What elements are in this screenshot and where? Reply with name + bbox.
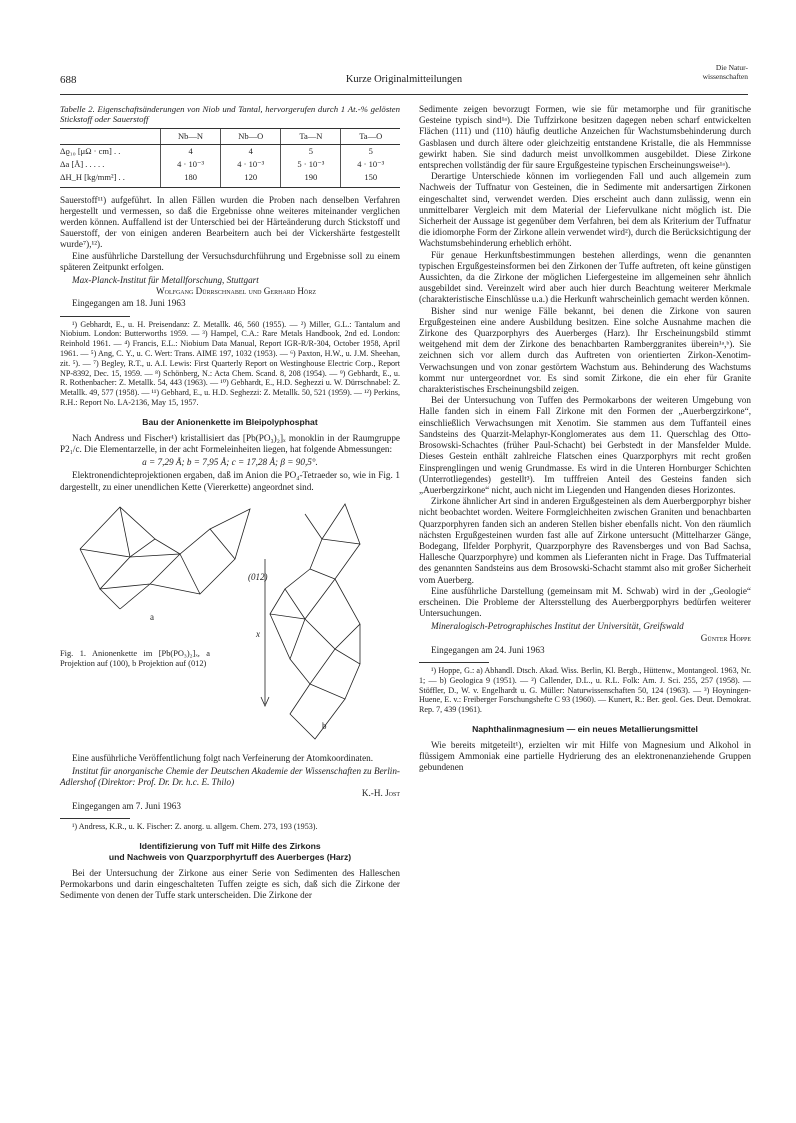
table-cell: 180	[161, 171, 221, 187]
figure-1	[60, 499, 400, 749]
table-header-cell: Ta—N	[281, 128, 341, 144]
paragraph: Derartige Unterschiede können im vorliegenden Fall und auch allgemein zum Nachweis der Tuffnatur von Gesteinen, die in Sedimente mit andersartigen Zirkonen eingeschaltet sind, verwendet werden. Dies erscheint auch dann zulässig, wenn ein unmittelbarer Vergleich mit dem Material der Liefervulkane nicht möglich ist. Die Sicherheit der Aussage ist gegenüber dem Verfahren, bei dem als Kriterium der Tuffnatur die idiomorphe Form der Zirkone allein verwendet wird²), durch die Berücksichtigung der Wachstumsbehinderung erheblich erhöht.	[419, 171, 751, 249]
right-column	[419, 104, 751, 774]
table-cell: 5 · 10⁻³	[281, 158, 341, 171]
paragraph: Sedimente zeigen bevorzugt Formen, wie sie für metamorphe und für granitische Gesteine typisch sind¹ᵃ). Die Tuffzirkone besitzen dagegen neben scharf entwickelten Flächen (111) und (110) häufig deutliche Anzeichen für Wachstumsbehinderung durch Gasblasen und durch ältere oder gleichzeitig entstandene Kristalle, die als Hemmnisse gewirkt haben. Sie sind dadurch meist unvollkommen ausgebildet. Diese Zirkone entsprechen vollständig der für saure Ergußgesteine typischen Erscheinungsweise¹ᵃ).	[419, 104, 751, 171]
table-cell: 4	[161, 145, 221, 159]
fig-label-b: b	[322, 720, 327, 731]
anion-chain-diagram	[60, 499, 400, 749]
table-row	[60, 158, 400, 171]
paragraph: Zirkone ähnlicher Art sind in anderen Ergußgesteinen als dem Auerbergporphyr bisher nicht beobachtet worden. Weitere Formgleichheiten zwischen Graniten und benachbarten Quarzporphyren fanden sich an anderen Stellen bisher ebenfalls nicht. Von den räumlich nächsten Ergußgesteinen wurden fast alle auf Zirkone untersucht (Mittelharzer Gänge, Bodegang, Ilfelder Porphyrit, Quarzporphyre des Ravensberges und von Bad Sachsa, Hallesche Quarzporphyre) und kommen als Lieferanten nicht in Frage. Das Tuffmaterial des genannten Sandsteins aus dem Brosowski-Schacht stammt also mit großer Sicherheit vom Auerberg.	[419, 496, 751, 585]
table-cell: Δa [Å] . . . . .	[60, 159, 105, 170]
references-rule	[60, 818, 130, 819]
reference-list: ¹) Andress, K.R., u. K. Fischer: Z. anorg. u. allgem. Chem. 273, 193 (1953).	[72, 821, 318, 831]
table-header-cell	[60, 128, 161, 144]
properties-table	[60, 128, 400, 188]
running-title: Kurze Originalmitteilungen	[345, 74, 463, 85]
table-cell: ΔH_H [kg/mm²] . .	[60, 171, 161, 187]
table-cell: 5	[341, 145, 400, 159]
table-caption: Tabelle 2. Eigenschaftsänderungen von Niob und Tantal, hervorgerufen durch 1 At.-% gelösten Stickstoff oder Sauerstoff	[60, 104, 400, 125]
received-date: Eingegangen am 18. Juni 1963	[72, 298, 186, 309]
article-title: Bau der Anionenkette im Bleipolyphosphat	[142, 416, 318, 427]
references	[60, 320, 400, 408]
table-cell: 4 · 10⁻³	[161, 158, 221, 171]
paragraph: Elektronendichteprojektionen ergaben, daß im Anion die PO₄-Tetraeder so, wie in Fig. 1 dargestellt, zu einer unendlichen Kette (Viererkette) angeordnet sind.	[60, 470, 400, 492]
received-date: Eingegangen am 7. Juni 1963	[72, 800, 181, 811]
paragraph: Sauerstoff¹¹) aufgeführt. In allen Fällen wurden die Proben nach denselben Verfahren hergestellt und vermessen, so daß die Ergebnisse ohne weiteres miteinander verglichen werden können. Auffallend ist der Unterschied bei der Härteänderung durch Stickstoff und Sauerstoff, der von einigen anderen Bearbeitern auch bei der Vickershärte festgestellt wurde⁷),¹²).	[60, 194, 400, 250]
table-cell: 4 · 10⁻³	[221, 158, 281, 171]
paragraph: Bei der Untersuchung der Zirkone aus einer Serie von Sedimenten des Halleschen Permokarbons und darin eingeschalteten Tuffen zeigte es sich, daß sich die Zirkone der Sedimente von denen der Tuffe stark unterscheiden. Die Zirkone der	[60, 867, 400, 901]
references-rule	[60, 316, 130, 317]
paragraph: Nach Andress und Fischer¹) kristallisiert das [Pb(PO₃)₂]ₓ monoklin in der Raumgruppe P2₁/c. Die Elementarzelle, in der acht Formeleinheiten liegen, hat folgende Abmessungen:	[60, 432, 400, 455]
table-cell: 5	[281, 145, 341, 159]
journal-tag-line-2: wissenschaften	[702, 71, 748, 81]
cell-dimensions: a = 7,29 Å; b = 7,95 Å; c = 17,28 Å; β = 90,5°.	[142, 457, 318, 468]
table-header-cell: Nb—O	[221, 128, 281, 144]
page-number: 688	[60, 74, 77, 86]
table-cell: 190	[281, 171, 341, 187]
table-cell: Δϱ₁₀ [μΩ · cm] . .	[60, 146, 121, 157]
references-rule	[419, 662, 489, 663]
article-title	[60, 841, 400, 863]
author: K.-H. Jost	[361, 788, 400, 799]
journal-tag	[703, 64, 748, 81]
article-title-line-1: Identifizierung von Tuff mit Hilfe des Zirkons	[139, 840, 321, 851]
references	[419, 666, 751, 715]
author: Günter Hoppe	[700, 632, 751, 643]
journal-tag-line-1: Die Natur-	[715, 63, 748, 72]
table-cell: 4 · 10⁻³	[341, 158, 400, 171]
left-column	[60, 104, 400, 901]
table-row	[60, 171, 400, 187]
page-header	[60, 63, 748, 95]
table-header-cell: Ta—O	[341, 128, 400, 144]
authors: Wolfgang Dürrschnabel und Gerhard Hörz	[155, 286, 317, 297]
reference-list: ¹) Gebhardt, E., u. H. Preisendanz: Z. Metallk. 46, 560 (1955). — ²) Miller, G.L.: Tantalum and Niobium. London: Butterworths 1959. — ³) Hampel, C.A.: Rare Metals Handbook, 2nd ed. London: Reinhold 1961. — ⁴) Francis, E.L.: Niobium Data Manual, Report IGR-R/R-304, October 1958, April 1961. — ⁵) Ang, C. Y., u. C. Wert: Trans. AIME 197, 1032 (1953). — ⁶) Paxton, H.W., u. J.M. Sheehan, zit. ⁵). — ⁷) Begley, R.T., u. A.I. Lewis: First Quarterly Report on Westinghouse Electric Corp., Report NP-8392, Dec. 15, 1959. — ⁸) Schönberg, N.: Acta Chem. Scand. 8, 208 (1954). — ⁹) Gebhardt, E., u. R. Rothenbacher: Z. Metallk. 54, 443 (1963). — ¹⁰) Gebhardt, E., H.D. Seghezzi u. W. Dürrschnabel: Z. Metallk. 49, 577 (1958). — ¹¹) Gebhard, E., u. H.D. Seghezzi: Z. Metallk. 50, 521 (1959). — ¹²) Perkins, R.H.: Report No. LA-2136, May 15, 1957.	[60, 319, 400, 408]
fig-label-a: a	[150, 611, 154, 622]
table-row	[60, 145, 400, 159]
paragraph: Eine ausführliche Veröffentlichung folgt nach Verfeinerung der Atomkoordinaten.	[72, 752, 374, 763]
article-title: Naphthalinmagnesium — ein neues Metallierungsmittel	[472, 723, 698, 734]
table-header-row	[60, 128, 400, 144]
paragraph: Für genaue Herkunftsbestimmungen bestehen allerdings, wenn die genannten typischen Ergußgesteinsformen bei den Zirkonen der Tuffe auftreten, oft keine günstigen Aussichten, da die Zirkone der möglichen Liefergesteine im allgemeinen sehr ähnlich ausgebildet sind. Vereinzelt wird aber auch hier durch Beachtung weiterer Merkmale (charakteristische Einschlüsse u.a.) die Herkunft wahrscheinlich gemacht werden können.	[419, 249, 751, 305]
table-cell: 150	[341, 171, 400, 187]
paragraph: Bisher sind nur wenige Fälle bekannt, bei denen die Zirkone von sauren Ergußgesteinen eine andere Ausbildung besitzen. Eine solche Ausnahme machen die Zirkone des Quarzporphyrs des Auerberges (Harz). Ihr Erscheinungsbild stimmt weitgehend mit dem der Zirkone des benachbarten Ramberggranites überein¹ᵃ,ᵇ). Sie zeichnen sich vor allem durch das Auftreten von orientierten Zirkon-Xenotim-Verwachsungen und von zonar gestörtem Wachstum aus. Behinderung des Wachstums kommt nur untergeordnet vor. Es sind somit Zirkone, die ein eher für Granite charakteristisches Erscheinungsbild zeigen.	[419, 305, 751, 395]
fig-label-x: x	[256, 628, 260, 639]
institute: Institut für anorganische Chemie der Deutschen Akademie der Wissenschaften zu Berlin-Adlershof (Direktor: Prof. Dr. Dr. h.c. E. Thilo)	[60, 766, 400, 788]
paragraph: Bei der Untersuchung von Tuffen des Permokarbons der weiteren Umgebung von Halle fanden sich in einem Fall Zirkone mit den Formen der „Auerbergzirkone“, einschließlich Verwachsungen mit Xenotim. Sie stammen aus dem Tuffanteil eines Sandsteins des Quarzit-Melaphyr-Konglomerates aus dem 11. Querschlag des Otto-Brosowski-Schachtes (früher Paul-Schacht) bei Gerbstedt in der Mansfelder Mulde. Dieses Gestein enthält zahlreiche Flatschen eines Quarzporphyrs mit recht großen Einsprenglingen und wenig Grundmasse. Es wird in die Unteren Hornburger Schichten (Unterrotliegendes) gestellt³). Im tufffreien Anteil des Gesteins fanden sich „Auerbergzirkone“ nicht, auch nicht im Liegenden und Hangenden dieses Horizontes.	[419, 395, 751, 495]
figure-caption: Fig. 1. Anionenkette im [Pb(PO₃)₂]ₓ, a Projektion auf (100), b Projektion auf (012)	[60, 648, 210, 668]
fig-label-012: (012)	[248, 571, 268, 582]
table-header-cell: Nb—N	[161, 128, 221, 144]
reference-list: ¹) Hoppe, G.: a) Abhandl. Dtsch. Akad. Wiss. Berlin, Kl. Bergb., Hüttenw., Montangeol. 1963, Nr. 1; — b) Geologica 9 (1951). — ²) Callender, D.L., u. R.L. Folk: Am. J. Sci. 255, 257 (1958). — Stöffler, D., W. v. Engelhardt u. G. Müller: Naturwissenschaften 50, 124 (1963). — ³) Hoyningen-Huene, E. v.: Freiberger Forschungshefte C 93 (1960). — Kunert, R.: Ber. geol. Ges. Deut. Demokrat. Rep. 7, 439 (1961).	[419, 665, 751, 715]
paragraph: Wie bereits mitgeteilt¹), erzielten wir mit Hilfe von Magnesium und Alkohol in flüssigem Ammoniak eine partielle Hydrierung des an elektronenanziehende Gruppen gebundenen	[419, 739, 751, 773]
table-cell: 4	[221, 145, 281, 159]
table-cell: 120	[221, 171, 281, 187]
article-title-line-2: und Nachweis von Quarzporphyrtuff des Auerberges (Harz)	[108, 851, 352, 862]
received-date: Eingegangen am 24. Juni 1963	[431, 644, 545, 655]
references	[60, 822, 400, 832]
institute: Max-Planck-Institut für Metallforschung, Stuttgart	[72, 275, 259, 286]
institute: Mineralogisch-Petrographisches Institut der Universität, Greifswald	[431, 621, 684, 632]
paragraph: Eine ausführliche Darstellung der Versuchsdurchführung und Ergebnisse soll zu einem späteren Zeitpunkt erfolgen.	[60, 250, 400, 272]
paragraph: Eine ausführliche Darstellung (gemeinsam mit M. Schwab) wird in der „Geologie“ erscheinen. Die Probleme der Altersstellung des Auerbergporphyrs bedürfen weiterer Untersuchungen.	[419, 585, 751, 619]
